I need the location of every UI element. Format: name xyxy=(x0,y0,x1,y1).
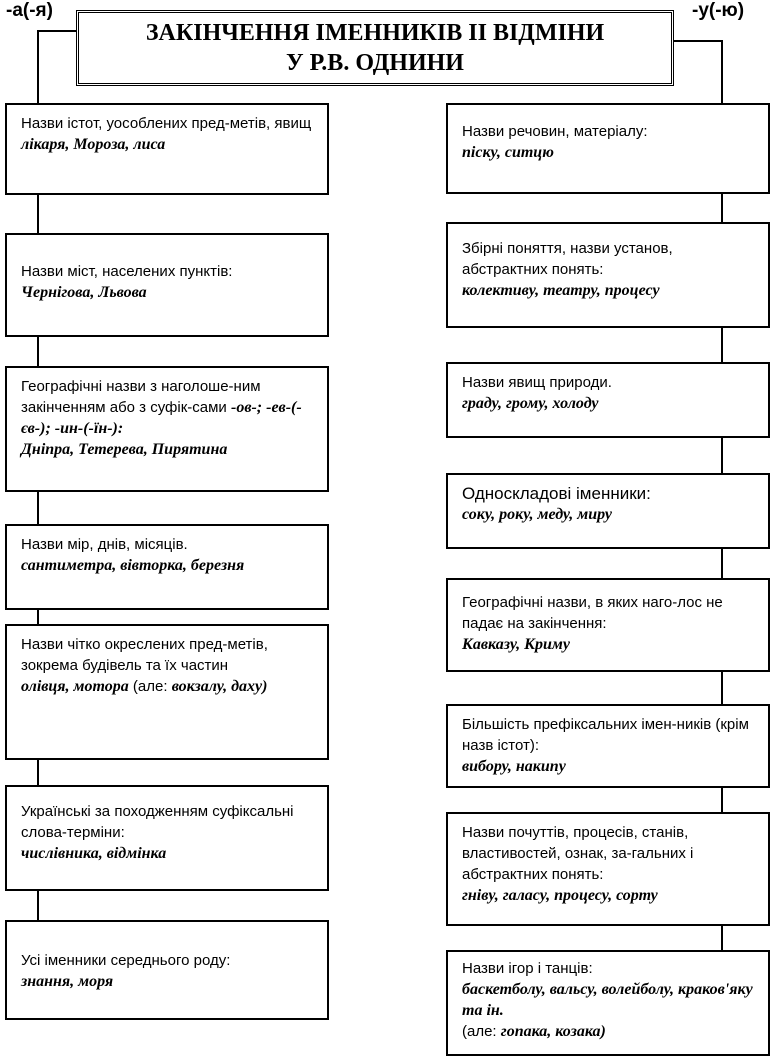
left-box-4 xyxy=(5,524,329,610)
left-box-4-text: Назви мір, днів, місяців. xyxy=(21,536,188,553)
left-box-2-text: Назви міст, населених пунктів: xyxy=(21,263,233,280)
right-box-8 xyxy=(446,950,770,1056)
right-box-4-text: Односкладові іменники: xyxy=(462,484,651,503)
right-box-2 xyxy=(446,222,770,328)
left-box-3-text xyxy=(21,376,315,439)
left-top-connector xyxy=(38,30,76,32)
left-box-4-examples: сантиметра, вівторка, березня xyxy=(21,557,245,574)
right-box-6 xyxy=(446,704,770,788)
left-box-6 xyxy=(5,785,329,891)
right-box-5 xyxy=(446,578,770,672)
left-box-7-text: Усі іменники середнього роду: xyxy=(21,952,231,969)
right-top-connector xyxy=(674,40,722,42)
left-box-5-example-line xyxy=(21,676,315,697)
left-box-5-text: Назви чітко окреслених пред-метів, зокрема будівель та їх частин xyxy=(21,636,268,674)
title-line-1: ЗАКІНЧЕННЯ ІМЕННИКІВ ІІ ВІДМІНИ xyxy=(145,20,605,46)
title-line-2: У Р.В. ОДНИНИ xyxy=(286,50,464,76)
right-box-3-text: Назви явищ природи. xyxy=(462,374,612,391)
left-box-1-examples: лікаря, Мороза, лиса xyxy=(21,136,166,153)
right-box-8-note-examples: гопака, козака) xyxy=(500,1023,606,1040)
left-box-5 xyxy=(5,624,329,760)
left-box-6-text: Українські за походженням суфіксальні слова-терміни: xyxy=(21,803,294,841)
left-box-1 xyxy=(5,103,329,195)
left-box-2 xyxy=(5,233,329,337)
left-box-1-text: Назви істот, уособлених пред-метів, явищ xyxy=(21,115,312,132)
right-box-8-text: Назви ігор і танців: xyxy=(462,960,593,977)
left-box-3 xyxy=(5,366,329,492)
left-box-7 xyxy=(5,920,329,1020)
right-box-2-text: Збірні поняття, назви установ, абстрактних понять: xyxy=(462,240,673,278)
right-box-3-examples: граду, грому, холоду xyxy=(462,395,599,412)
left-box-7-examples: знання, моря xyxy=(21,973,114,990)
left-box-5-note-prefix: (але: xyxy=(132,678,168,695)
left-box-5-note-examples: вокзалу, даху) xyxy=(171,678,268,695)
right-box-4 xyxy=(446,473,770,549)
right-box-4-examples: соку, року, меду, миру xyxy=(462,506,612,523)
right-box-8-examples: баскетболу, вальсу, волейболу, краков'яку та ін. xyxy=(462,981,753,1019)
right-box-3 xyxy=(446,362,770,438)
right-box-1-examples: піску, ситцю xyxy=(462,144,554,161)
right-box-8-note-prefix: (але: xyxy=(462,1023,497,1040)
right-box-8-note-line xyxy=(462,1021,756,1042)
left-ending-label: -а(-я) xyxy=(6,0,53,21)
left-box-3-text-main: Географічні назви з наголоше-ним закінченням або з суфік-сами xyxy=(21,378,261,416)
right-box-6-examples: вибору, накипу xyxy=(462,758,566,775)
left-box-3-suffixes: -ов-; -ев-(-єв-); -ин-(-їн-): xyxy=(21,399,302,437)
left-box-3-examples: Дніпра, Тетерева, Пирятина xyxy=(21,441,228,458)
right-box-7-examples: гніву, галасу, процесу, сорту xyxy=(462,887,658,904)
right-box-2-examples: колективу, театру, процесу xyxy=(462,282,660,299)
diagram-title xyxy=(76,10,674,86)
right-box-1 xyxy=(446,103,770,194)
left-box-5-examples: олівця, мотора xyxy=(21,678,129,695)
left-box-2-examples: Чернігова, Львова xyxy=(21,284,147,301)
right-box-5-text: Географічні назви, в яких наго-лос не падає на закінчення: xyxy=(462,594,723,632)
right-box-1-text: Назви речовин, матеріалу: xyxy=(462,123,648,140)
left-box-6-examples: числівника, відмінка xyxy=(21,845,167,862)
right-box-7-text: Назви почуттів, процесів, станів, властивостей, ознак, за-гальних і абстрактних понять: xyxy=(462,824,694,883)
right-ending-label: -у(-ю) xyxy=(692,0,745,21)
right-box-5-examples: Кавказу, Криму xyxy=(462,636,570,653)
right-box-7 xyxy=(446,812,770,926)
right-box-6-text: Більшість префіксальних імен-ників (крім назв істот): xyxy=(462,716,749,754)
